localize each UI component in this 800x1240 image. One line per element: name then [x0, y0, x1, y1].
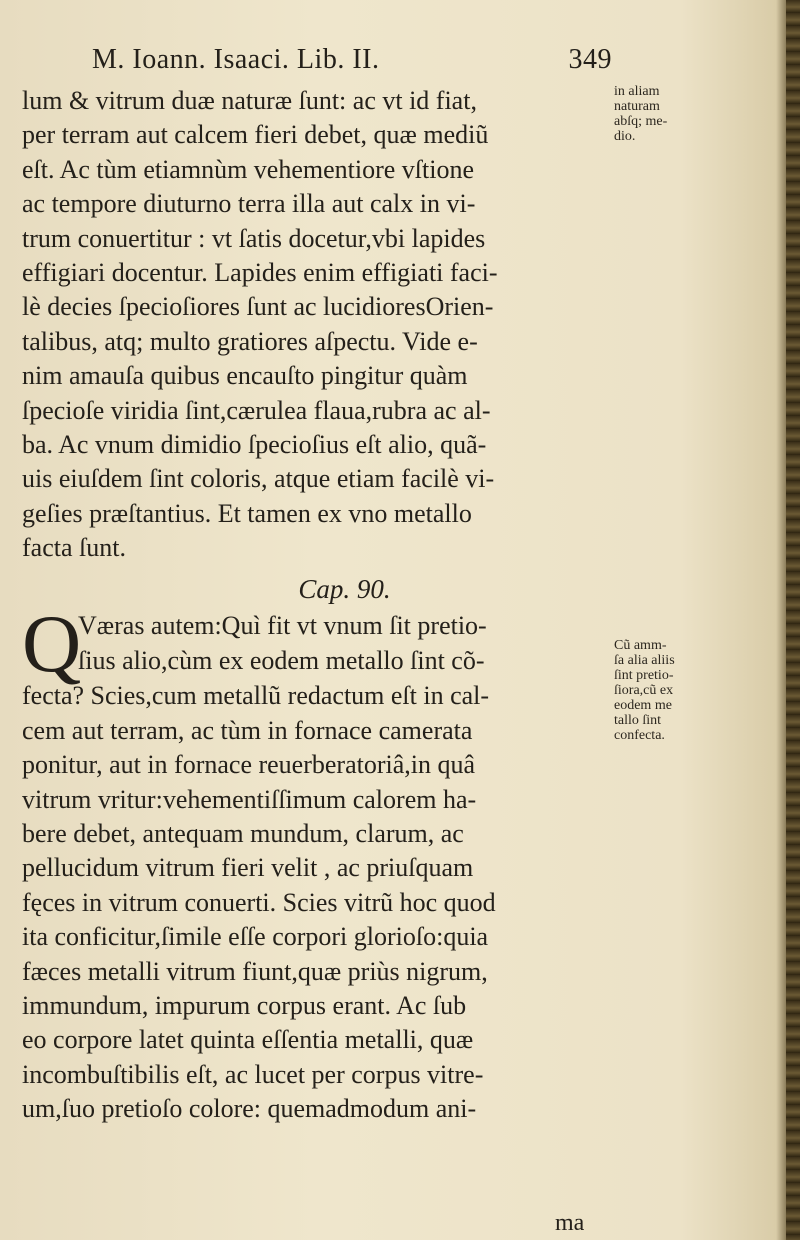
main-text-block	[22, 84, 627, 1127]
margin-note-line: naturam	[614, 99, 660, 114]
text-line: ſius alio,cùm ex eodem metallo ſint cõ-	[78, 645, 485, 675]
chapter-title: Cap. 90.	[298, 574, 391, 605]
text-line: ponitur, aut in fornace reuerberatoriâ,in quâ	[22, 750, 476, 780]
text-line: fęces in vitrum conuerti. Scies vitrũ hoc quod	[22, 887, 496, 917]
text-line: ac tempore diuturno terra illa aut calx in vi-	[22, 189, 476, 219]
text-line: ſpecioſe viridia ſint,cærulea flaua,rubra ac al-	[22, 395, 491, 425]
text-line: fecta? Scies,cum metallũ redactum eſt in cal-	[22, 681, 490, 711]
text-line: lum & vitrum duæ naturæ ſunt: ac vt id fiat,	[22, 86, 477, 115]
drop-cap: Q	[22, 598, 82, 690]
text-line: cem aut terram, ac tùm in fornace camerata	[22, 715, 473, 745]
running-head: M. Ioann. Isaaci. Lib. II.	[92, 44, 380, 75]
text-line: Væras autem:Quì fit vt vnum ſit pretio-	[78, 611, 487, 641]
text-line: pellucidum vitrum fieri velit , ac priuſquam	[22, 853, 474, 883]
text-line: effigiari docentur. Lapides enim effigiati faci-	[22, 257, 498, 287]
text-line: ba. Ac vnum dimidio ſpecioſius eſt alio, quã-	[22, 429, 487, 459]
margin-note-line: dio.	[614, 129, 636, 144]
text-line: geſies præſtantius. Et tamen ex vno metallo	[22, 498, 472, 528]
text-line: incombuſtibilis eſt, ac lucet per corpus vitre-	[22, 1059, 484, 1089]
text-line: facta ſunt.	[22, 533, 126, 563]
text-line: immundum, impurum corpus erant. Ac ſub	[22, 990, 467, 1020]
text-line: talibus, atq; multo gratiores aſpectu. Vide e-	[22, 326, 478, 356]
text-line: lè decies ſpecioſiores ſunt ac lucidioresOrien-	[22, 292, 494, 322]
margin-note-line: tallo ſint	[614, 713, 662, 728]
text-line: ita conficitur,ſimile eſſe corpori glorioſo:quia	[22, 922, 489, 952]
margin-note-line: ſint pretio-	[614, 668, 674, 683]
text-line: fæces metalli vitrum fiunt,quæ priùs nigrum,	[22, 956, 488, 986]
margin-note-2	[614, 638, 700, 743]
text-line: per terram aut calcem fieri debet, quæ mediũ	[22, 120, 489, 150]
text-line: eo corpore latet quinta eſſentia metalli, quæ	[22, 1025, 474, 1055]
text-line: uis eiuſdem ſint coloris, atque etiam facilè vi-	[22, 464, 495, 494]
paragraph-1	[22, 84, 627, 565]
page-header	[92, 44, 612, 84]
margin-note-line: eodem me	[614, 698, 672, 713]
text-line: vitrum vritur:vehementiſſimum calorem ha-	[22, 784, 477, 814]
margin-note-line: Cũ amm-	[614, 638, 667, 653]
margin-note-line: ſa alia aliis	[614, 653, 675, 668]
text-line: trum conuertitur : vt ſatis docetur,vbi lapides	[22, 223, 486, 253]
margin-note-line: ſiora,cũ ex	[614, 683, 674, 698]
text-line: eſt. Ac tùm etiamnùm vehementiore vſtione	[22, 154, 474, 184]
text-line: bere debet, antequam mundum, clarum, ac	[22, 819, 464, 849]
margin-note-line: confecta.	[614, 728, 665, 743]
text-line: um,ſuo pretioſo colore: quemadmodum ani-	[22, 1094, 477, 1124]
text-line: nim amauſa quibus encauſto pingitur quàm	[22, 361, 468, 391]
page-number: 349	[568, 44, 612, 75]
margin-note-line: abſq; me-	[614, 114, 668, 129]
paragraph-2	[22, 598, 627, 1126]
margin-note-line: in aliam	[614, 84, 660, 99]
catchword: ma	[555, 1210, 585, 1236]
book-spine-edge	[786, 0, 800, 1240]
margin-note-1	[614, 84, 700, 144]
